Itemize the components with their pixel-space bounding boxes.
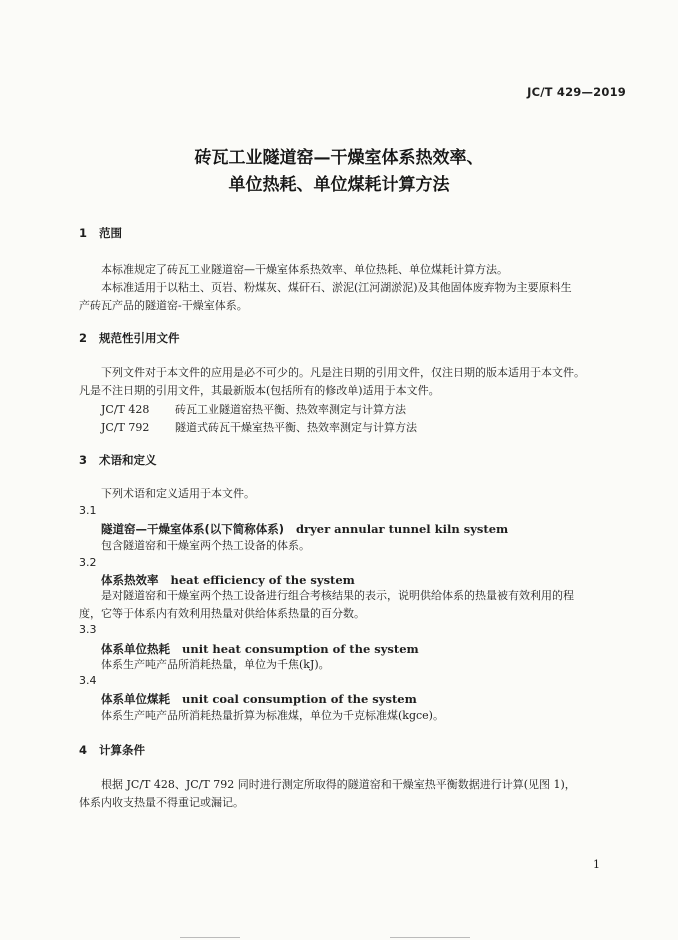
term-en: unit heat consumption of the system (182, 642, 419, 656)
section-title: 术语和定义 (99, 453, 157, 467)
term-number: 3.4 (79, 674, 97, 687)
scan-artifact (180, 937, 240, 938)
standard-number: JC/T 429—2019 (527, 85, 626, 99)
term-zh: 隧道窑—干燥室体系(以下简称体系) (101, 522, 285, 536)
section-3-heading (79, 452, 157, 468)
term-heading (101, 521, 508, 537)
reference-title: 隧道式砖瓦干燥室热平衡、热效率测定与计算方法 (175, 421, 417, 434)
reference-code: JC/T 428 (101, 403, 150, 416)
section-4-paragraph-b: 体系内收支热量不得重记或漏记。 (79, 796, 244, 809)
term-definition: 包含隧道窑和干燥室两个热工设备的体系。 (101, 539, 310, 552)
scan-artifact (390, 937, 470, 938)
title-line-2: 单位热耗、单位煤耗计算方法 (228, 175, 450, 195)
section-2-paragraph-a: 下列文件对于本文件的应用是必不可少的。凡是注日期的引用文件，仅注日期的版本适用于本文件。 (101, 366, 585, 379)
reference-code: JC/T 792 (101, 421, 150, 434)
term-zh: 体系单位热耗 (101, 642, 170, 656)
section-1-paragraph-2b: 产砖瓦产品的隧道窑-干燥室体系。 (79, 299, 248, 312)
section-4-heading (79, 742, 145, 758)
page-number: 1 (593, 858, 600, 871)
section-number: 4 (79, 743, 88, 757)
term-definition-cont: 度，它等于体系内有效利用热量对供给体系热量的百分数。 (79, 607, 365, 620)
section-2-heading (79, 330, 180, 346)
reference-item (101, 419, 417, 435)
title-line-1: 砖瓦工业隧道窑—干燥室体系热效率、 (194, 148, 484, 168)
section-1-paragraph-1: 本标准规定了砖瓦工业隧道窑—干燥室体系热效率、单位热耗、单位煤耗计算方法。 (101, 263, 508, 276)
term-definition: 体系生产吨产品所消耗热量，单位为千焦(kJ)。 (101, 658, 330, 671)
term-definition: 体系生产吨产品所消耗热量折算为标准煤，单位为千克标准煤(kgce)。 (101, 709, 444, 722)
document-title (0, 145, 678, 199)
term-en: unit coal consumption of the system (182, 692, 417, 706)
term-definition: 是对隧道窑和干燥室两个热工设备进行组合考核结果的表示，说明供给体系的热量被有效利用的程 (101, 589, 574, 602)
term-number: 3.2 (79, 556, 97, 569)
section-number: 1 (79, 226, 88, 240)
section-title: 范围 (99, 226, 122, 240)
section-number: 3 (79, 453, 88, 467)
section-title: 计算条件 (99, 743, 145, 757)
term-number: 3.1 (79, 504, 97, 517)
section-1-heading (79, 225, 122, 241)
section-number: 2 (79, 331, 88, 345)
section-3-intro: 下列术语和定义适用于本文件。 (101, 487, 255, 500)
section-title: 规范性引用文件 (99, 331, 180, 345)
term-zh: 体系热效率 (101, 573, 159, 587)
term-zh: 体系单位煤耗 (101, 692, 170, 706)
reference-item (101, 401, 406, 417)
term-en: dryer annular tunnel kiln system (296, 522, 509, 536)
section-2-paragraph-b: 凡是不注日期的引用文件，其最新版本(包括所有的修改单)适用于本文件。 (79, 384, 440, 397)
term-heading (101, 691, 417, 707)
term-en: heat efficiency of the system (170, 573, 355, 587)
section-4-paragraph-a: 根据 JC/T 428、JC/T 792 同时进行测定所取得的隧道窑和干燥室热平衡数据进行计算(见图 1)， (101, 778, 576, 791)
reference-title: 砖瓦工业隧道窑热平衡、热效率测定与计算方法 (175, 403, 406, 416)
section-1-paragraph-2a: 本标准适用于以粘土、页岩、粉煤灰、煤矸石、淤泥(江河湖淤泥)及其他固体废弃物为主要原料生 (101, 281, 572, 294)
term-number: 3.3 (79, 623, 97, 636)
